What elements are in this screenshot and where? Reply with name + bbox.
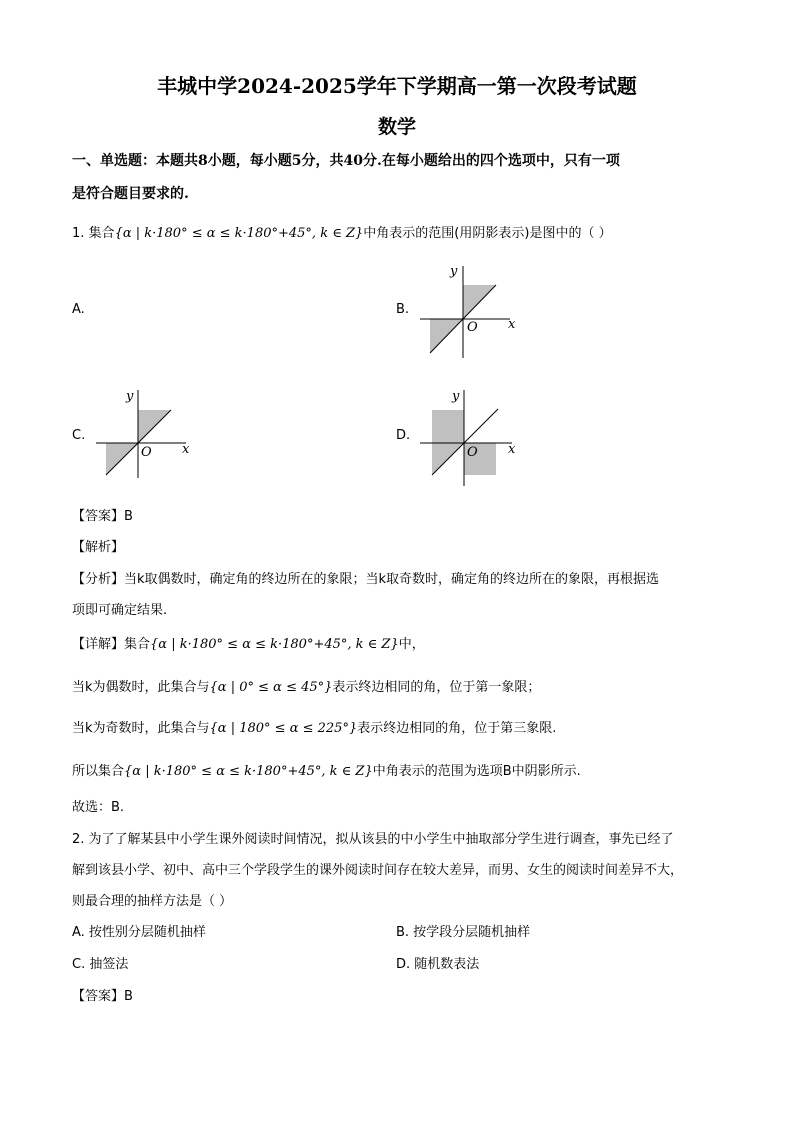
q2-option-d: D. 随机数表法 [396,957,480,972]
x-axis-label: x [508,317,516,332]
q1-option-a-label: A. [72,302,85,317]
q2-answer: 【答案】B [72,989,133,1004]
q1-answer: 【答案】B [72,509,133,524]
q1-analysis-title: 【解析】 [72,540,125,555]
q1-post: 是图中的（ ） [529,226,612,241]
q1-even-case [72,676,540,695]
q1-pre: 集合 [88,226,115,241]
q1-number: 1. [72,226,85,241]
q1-detail-pre: 【详解】集合 [72,637,151,652]
q1-analysis-line1: 【分析】当k取偶数时，确定角的终边所在的象限；当k取奇数时，确定角的终边所在的象限，再根据选 [72,572,660,587]
origin-label: O [467,445,478,460]
q1-detail-post: 中， [398,637,425,652]
q1-stem [72,222,612,241]
x-axis-label: x [508,442,516,457]
q1-concl-set: {α | k·180° ≤ α ≤ k·180°+45°, k ∈ Z} [124,764,373,779]
q1-option-b-figure [418,262,528,358]
x-axis-label: x [182,442,190,457]
q1-even-post: 表示终边相同的角，位于第一象限； [332,680,541,695]
q1-paren: (用阴影表示) [454,226,530,241]
subject-title: 数学 [377,116,416,138]
q1-option-d-label: D. [396,428,411,443]
q2-option-b: B. 按学段分层随机抽样 [396,925,531,940]
q1-detail-set: {α | k·180° ≤ α ≤ k·180°+45°, k ∈ Z} [150,637,399,652]
q1-concl-post: 中角表示的范围为选项B中阴影所示. [372,764,581,779]
y-axis-label: y [126,389,134,404]
section-heading-line2: 是符合题目要求的. [72,186,189,202]
q2-line3: 则最合理的抽样方法是（ ） [72,894,233,909]
q1-odd-post: 表示终边相同的角，位于第三象限. [357,721,557,736]
q1-odd-set: {α | 180° ≤ α ≤ 225°} [209,721,358,736]
q1-conclusion [72,760,581,779]
section-heading-line1: 一、单选题：本题共8小题，每小题5分，共40分.在每小题给出的四个选项中，只有一项 [72,153,620,169]
q1-option-b-label: B. [396,302,410,317]
q2-option-c: C. 抽签法 [72,957,129,972]
q1-analysis-line2: 项即可确定结果. [72,603,168,618]
q1-detail [72,633,425,652]
q1-even-pre: 当k为偶数时，此集合与 [72,680,210,695]
q1-mid: 中角表示的范围 [363,226,455,241]
q2-line1: 2. 为了了解某县中小学生课外阅读时间情况，拟从该县的中小学生中抽取部分学生进行调查，事先已经了 [72,832,674,847]
y-axis-label: y [450,264,458,279]
y-axis-label: y [452,389,460,404]
q1-option-c-label: C. [72,428,86,443]
origin-label: O [141,445,152,460]
q1-odd-case [72,717,556,736]
q1-even-set: {α | 0° ≤ α ≤ 45°} [209,680,333,695]
page-title: 丰城中学2024-2025学年下学期高一第一次段考试题 [157,74,637,98]
q1-concl-pre: 所以集合 [72,764,125,779]
q2-line2: 解到该县小学、初中、高中三个学段学生的课外阅读时间存在较大差异，而男、女生的阅读时间差异不大， [72,863,684,878]
q1-option-d-figure [418,386,528,488]
q1-choose: 故选：B. [72,800,125,815]
q1-set: {α | k·180° ≤ α ≤ k·180°+45°, k ∈ Z} [114,226,364,241]
origin-label: O [467,320,478,335]
q1-odd-pre: 当k为奇数时，此集合与 [72,721,210,736]
q2-option-a: A. 按性别分层随机抽样 [72,925,206,940]
q1-option-c-figure [94,386,204,482]
